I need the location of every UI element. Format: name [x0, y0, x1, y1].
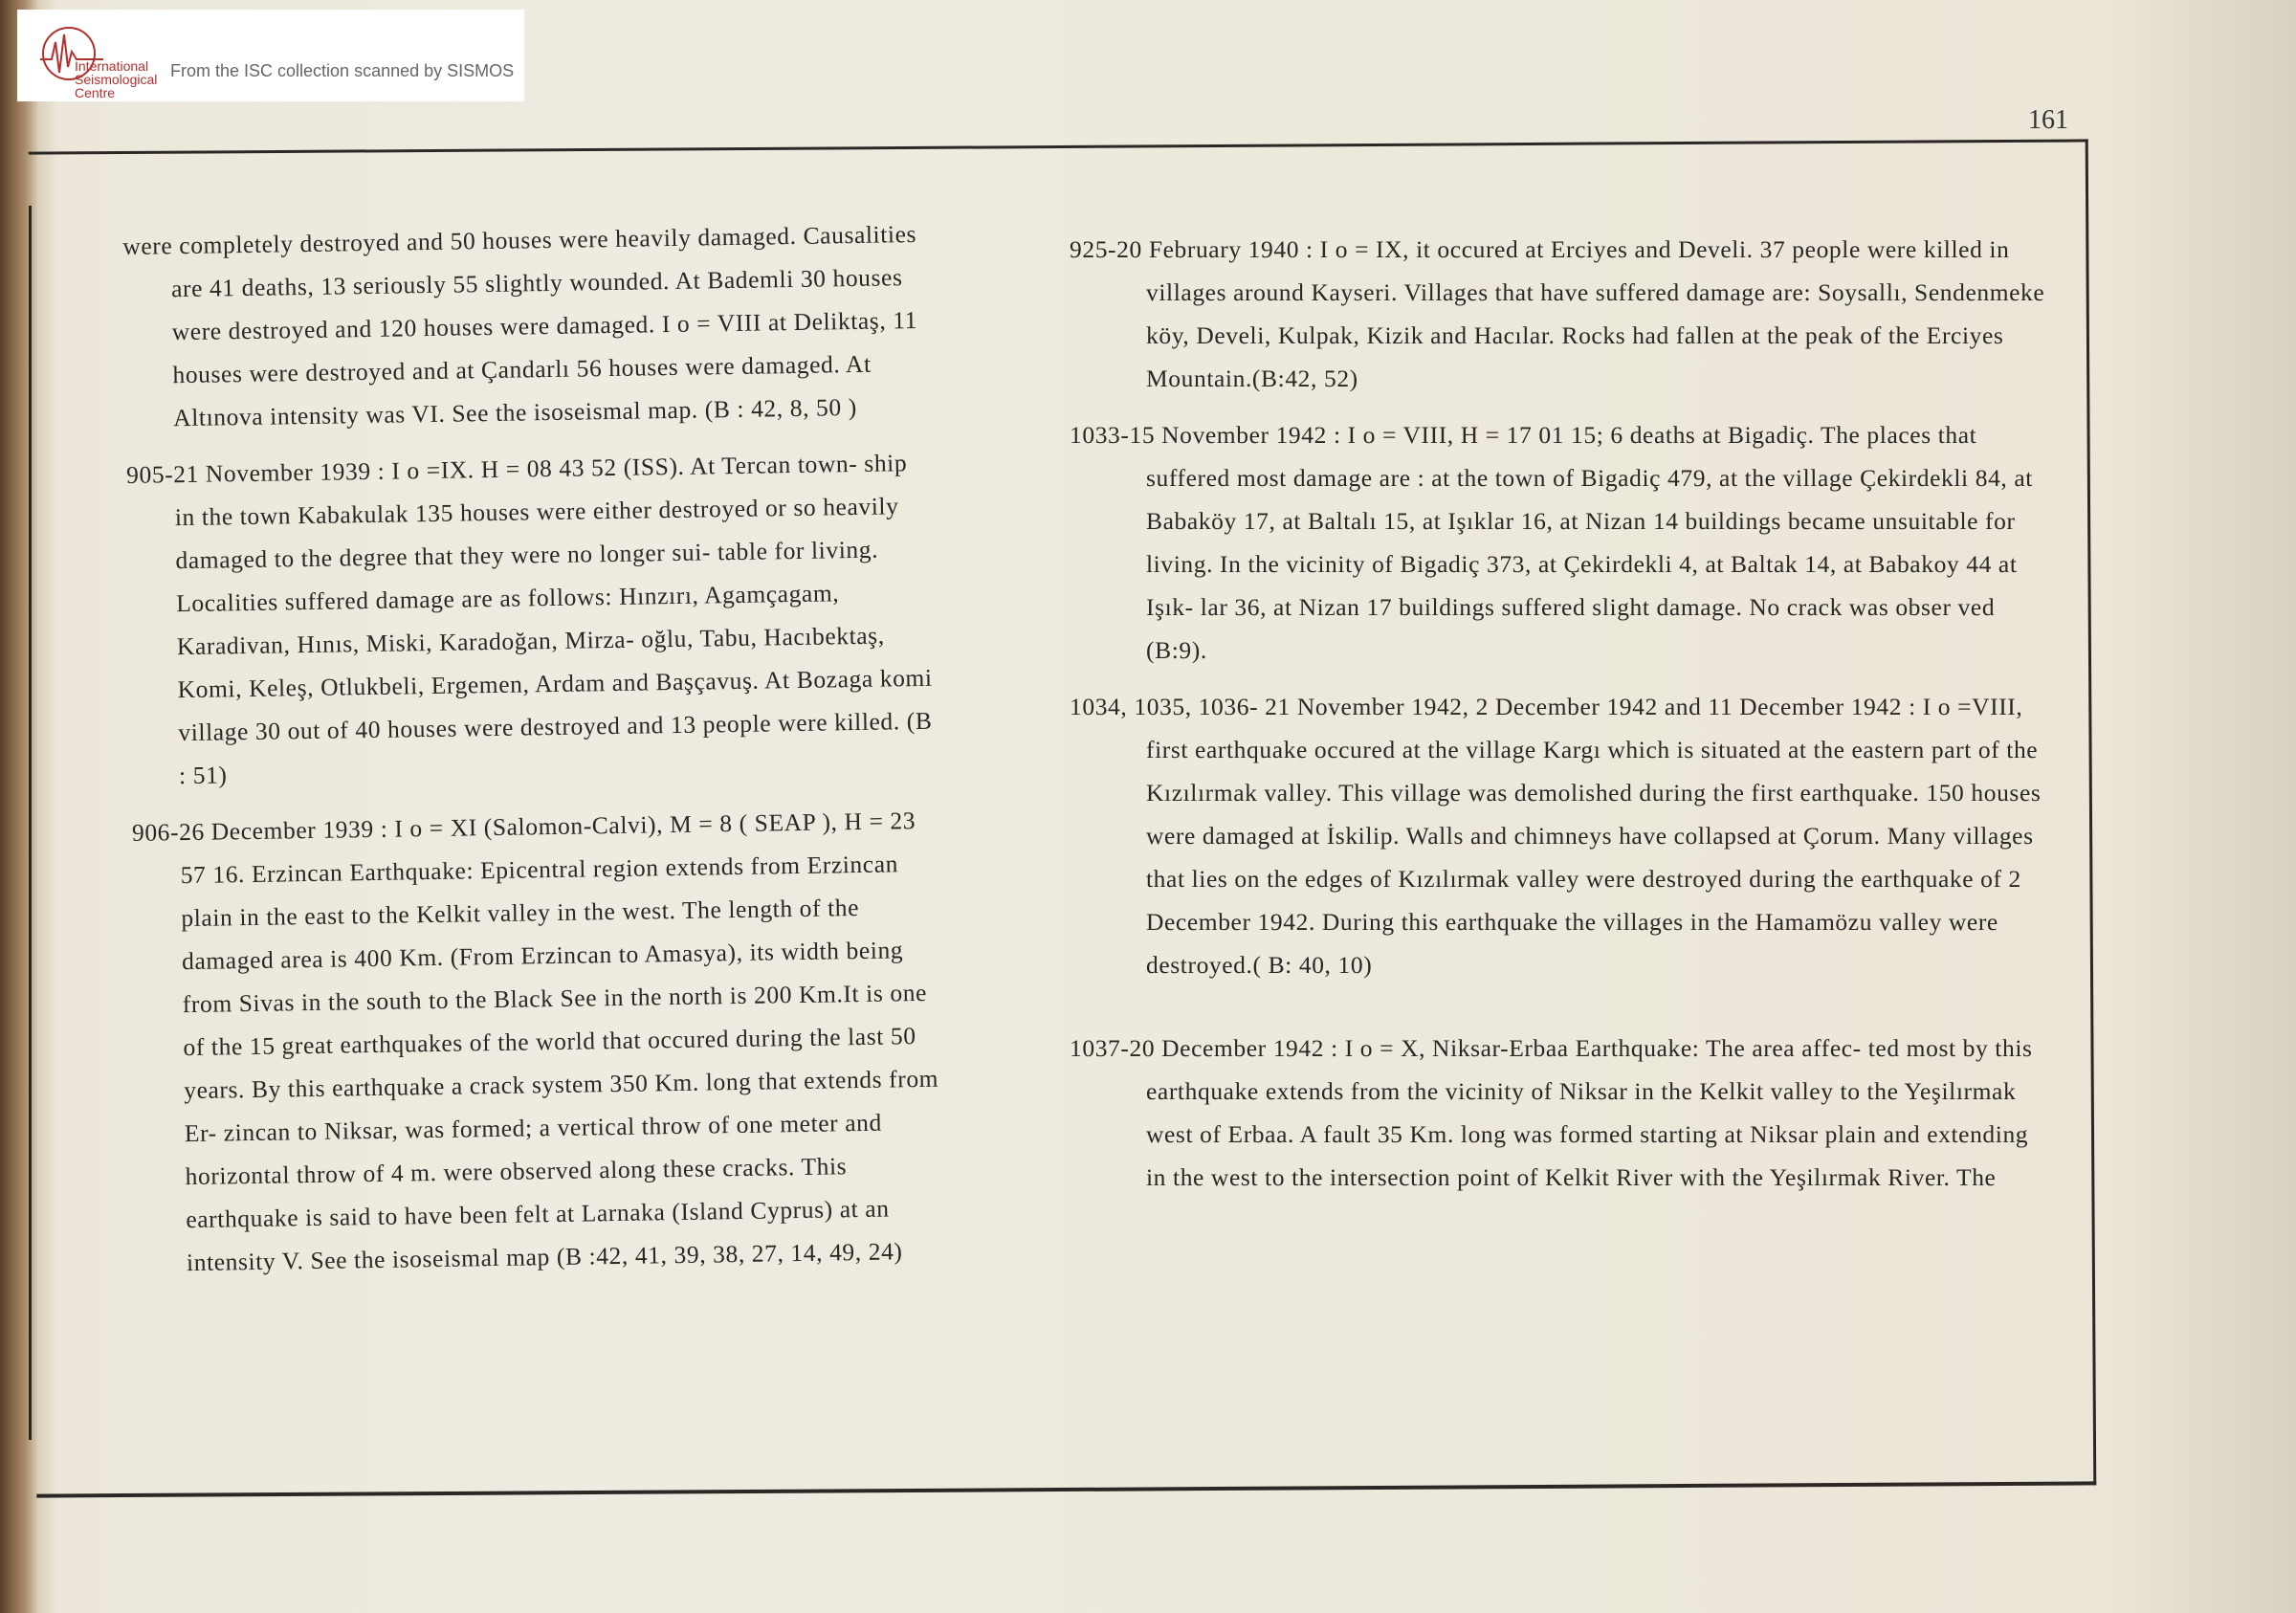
entry-1033: 1033-15 November 1942 : I o = VIII, H = 17 01 15; 6 deaths at Bigadiç. The places that suffered most damage are : at the town of Bigadiç 479, at the village Çekirdekli 84, at Babaköy 17, at Baltalı 15, at Işıklar 16, at Nizan 14 buildings became unsuitable for living. In the vicinity of Bigadiç 373, at Çekirdekli 4, at Baltak 14, at Babakoy 44 at Işık- lar 36, at Nizan 17 buildings suffered slight damage. No crack was obser ved (B:9).	[1070, 421, 2033, 664]
isc-watermark	[17, 10, 524, 101]
left-column	[122, 212, 943, 1298]
right-column	[1070, 228, 2050, 1212]
entry-1037: 1037-20 December 1942 : I o = X, Niksar-Erbaa Earthquake: The area affec- ted most by this earthquake extends from the vicinity of Niksar in the Kelkit valley to the Yeşilırmak west of Erbaa. A fault 35 Km. long was formed starting at Niksar plain and extending in the west to the intersection point of Kelkit River with the Yeşilırmak River. The	[1070, 1034, 2033, 1191]
entry-1034-1036: 1034, 1035, 1036- 21 November 1942, 2 December 1942 and 11 December 1942 : I o =VIII, first earthquake occured at the village Kargı which is situated at the eastern part of the Kızılırmak valley. This village was demolished during the first earthquake. 150 houses were damaged at İskilip. Walls and chimneys have collapsed at Çorum. Many villages that lies on the edges of Kızılırmak valley were destroyed during the earthquake of 2 December 1942. During this earthquake the villages in the Hamamözu valley were destroyed.( B: 40, 10)	[1070, 693, 2042, 979]
isc-org-name: International Seismological Centre	[75, 58, 158, 100]
scan-credit: From the ISC collection scanned by SISMOS	[170, 61, 515, 80]
entry-925: 925-20 February 1940 : I o = IX, it occured at Erciyes and Develi. 37 people were killed in villages around Kayseri. Villages that have suffered damage are: Soysallı, Sendenmeke köy, Develi, Kulpak, Kizik and Hacılar. Rocks had fallen at the peak of the Erciyes Mountain.(B:42, 52)	[1070, 235, 2045, 392]
text-frame-left-edge	[29, 206, 32, 1440]
entry-continued: were completely destroyed and 50 houses were heavily damaged. Causalities are 41 deaths, 13 seriously 55 slightly wounded. At Bademli 30 houses were destroyed and 120 houses were damaged. I o = VIII at Deliktaş, 11 houses were destroyed and at Çandarlı 56 houses were damaged. At Altınova intensity was VI. See the isoseismal map. (B : 42, 8, 50 )	[122, 219, 918, 432]
entry-906: 906-26 December 1939 : I o = XI (Salomon-Calvi), M = 8 ( SEAP ), H = 23 57 16. Erzincan Earthquake: Epicentral region extends from Erzincan plain in the east to the Kelkit valley in the west. The length of the damaged area is 400 Km. (From Erzincan to Amasya), its width being from Sivas in the south to the Black See in the north is 200 Km.It is one of the 15 great earthquakes of the world that occured during the last 50 years. By this earthquake a crack system 350 Km. long that extends from Er- zincan to Niksar, was formed; a vertical throw of one meter and horizontal throw of 4 m. were observed along these cracks. This earthquake is said to have been felt at Larnaka (Island Cyprus) at an intensity V. See the isoseismal map (B :42, 41, 39, 38, 27, 14, 49, 24)	[131, 806, 939, 1277]
page-number: 161	[2028, 105, 2068, 135]
entry-905: 905-21 November 1939 : I o =IX. H = 08 43 52 (ISS). At Tercan town- ship in the town Kabakulak 135 houses were either destroyed or so heavily damaged to the degree that they were no longer sui- table for living. Localities suffered damage are as follows: Hınzırı, Agamçagam, Karadivan, Hınıs, Miski, Karadoğan, Mirza- oğlu, Tabu, Hacıbektaş, Komi, Keleş, Otlukbeli, Ergemen, Ardam and Başçavuş. At Bozaga komi village 30 out of 40 houses were destroyed and 13 people were killed. (B : 51)	[125, 449, 933, 790]
